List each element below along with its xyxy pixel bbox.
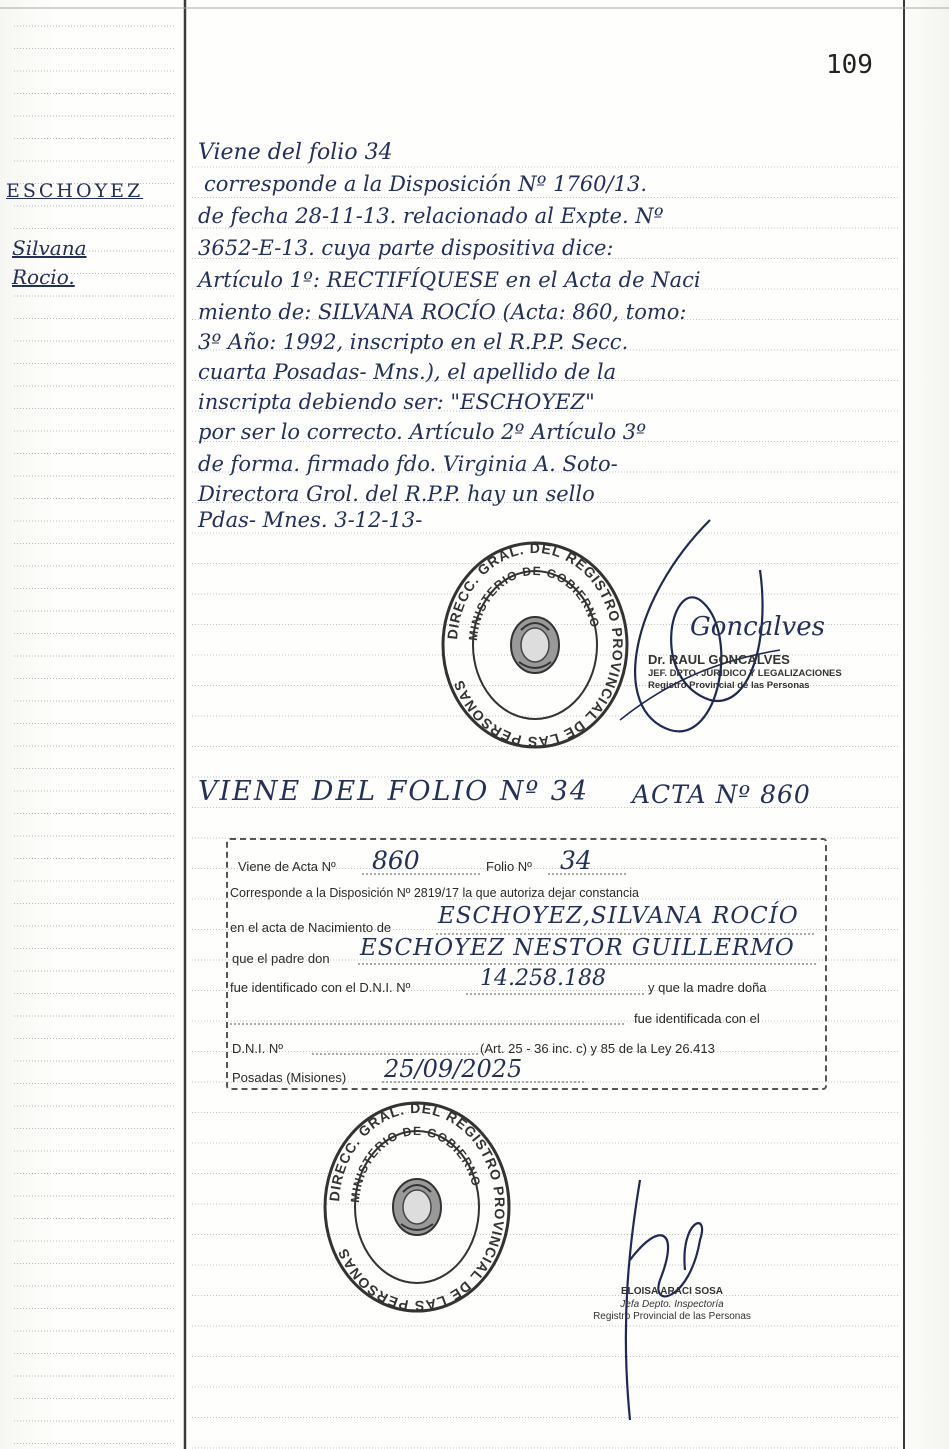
seal-1-outer-text: DIRECC. GRAL. DEL REGISTRO PROVINCIAL DE LAS PERSONAS xyxy=(444,540,627,750)
form-label-viene-acta: Viene de Acta Nº xyxy=(238,859,336,874)
form-nombre: ESCHOYEZ,SILVANA ROCÍO xyxy=(438,903,799,929)
form-padre: ESCHOYEZ NESTOR GUILLERMO xyxy=(360,935,795,961)
acta-number-note: ACTA Nº 860 xyxy=(632,780,811,809)
viene-del-folio-note: VIENE DEL FOLIO Nº 34 xyxy=(198,776,590,807)
note-line: Artículo 1º: RECTIFÍQUESE en el Acta de Naci xyxy=(198,268,701,292)
form-dni-padre: 14.258.188 xyxy=(480,966,606,991)
form-disposition-line: Corresponde a la Disposición Nº 2819/17 la que autoriza dejar constancia xyxy=(230,886,639,900)
note-line: miento de: SILVANA ROCÍO (Acta: 860, tomo: xyxy=(198,300,687,324)
signatory-title: JEF. DPTO. JURIDICO Y LEGALIZACIONES xyxy=(648,668,842,680)
form-label-padre: que el padre don xyxy=(232,951,330,966)
note-line: 3652-E-13. cuya parte dispositiva dice: xyxy=(198,236,614,260)
form-fecha: 25/09/2025 xyxy=(384,1055,523,1083)
margin-given-name-2: Rocio. xyxy=(12,265,75,289)
seal-2-outer-text: DIRECC. GRAL. DEL REGISTRO PROVINCIAL DE LAS PERSONAS xyxy=(326,1100,509,1315)
form-folio-number: 34 xyxy=(560,846,592,875)
form-label-madre: y que la madre doña xyxy=(648,980,767,995)
signatory-org: Registro Provincial de las Personas xyxy=(593,1311,751,1322)
seal-1-inner-text: MINISTERIO DE GOBIERNO xyxy=(465,563,603,642)
signature-block-1 xyxy=(648,652,842,692)
signatory-name: Dr. RAUL GONCALVES xyxy=(648,652,790,667)
note-line: 3º Año: 1992, inscripto en el R.P.P. Secc. xyxy=(198,330,629,354)
official-seal-2 xyxy=(322,1100,512,1315)
form-label-folio: Folio Nº xyxy=(486,859,532,874)
form-label-dni-padre: fue identificado con el D.N.I. Nº xyxy=(230,980,411,995)
note-line: corresponde a la Disposición Nº 1760/13. xyxy=(204,172,648,196)
note-line: cuarta Posadas- Mns.), el apellido de la xyxy=(198,360,617,384)
coat-of-arms-icon xyxy=(393,1179,441,1235)
note-line: Viene del folio 34 xyxy=(198,140,393,165)
margin-given-name-1: Silvana xyxy=(12,236,87,260)
page-number: 109 xyxy=(826,50,873,80)
form-label-dni-madre: D.N.I. Nº xyxy=(232,1041,283,1056)
note-line: inscripta debiendo ser: "ESCHOYEZ" xyxy=(198,390,595,414)
coat-of-arms-icon xyxy=(511,617,559,673)
signature-block-2 xyxy=(572,1286,772,1324)
form-label-posadas: Posadas (Misiones) xyxy=(232,1070,347,1085)
note-line: Pdas- Mnes. 3-12-13- xyxy=(198,508,423,532)
note-line: de fecha 28-11-13. relacionado al Expte. Nº xyxy=(198,204,664,228)
form-label-nacimiento: en el acta de Nacimiento de xyxy=(230,920,392,935)
seal-2-inner-text: MINISTERIO DE GOBIERNO xyxy=(347,1123,484,1204)
form-legal-reference: (Art. 25 - 36 inc. c) y 85 de la Ley 26.413 xyxy=(480,1041,715,1056)
signature-name-scrawl-1: Goncalves xyxy=(690,612,825,642)
form-label-identificada: fue identificada con el xyxy=(634,1011,760,1026)
signatory-org: Registro Provincial de las Personas xyxy=(648,680,810,692)
margin-surname: ESCHOYEZ xyxy=(6,180,144,202)
note-line: por ser lo correcto. Artículo 2º Artículo 3º xyxy=(198,420,646,444)
note-line: de forma. firmado fdo. Virginia A. Soto- xyxy=(198,452,618,476)
signatory-name: ELOISA ARACI SOSA xyxy=(620,1286,724,1297)
form-acta-number: 860 xyxy=(372,846,420,875)
note-line: Directora Grol. del R.P.P. hay un sello xyxy=(198,482,595,506)
form-fill-lines xyxy=(226,838,827,1090)
signatory-title: Jefa Depto. Inspectoría xyxy=(620,1298,724,1310)
